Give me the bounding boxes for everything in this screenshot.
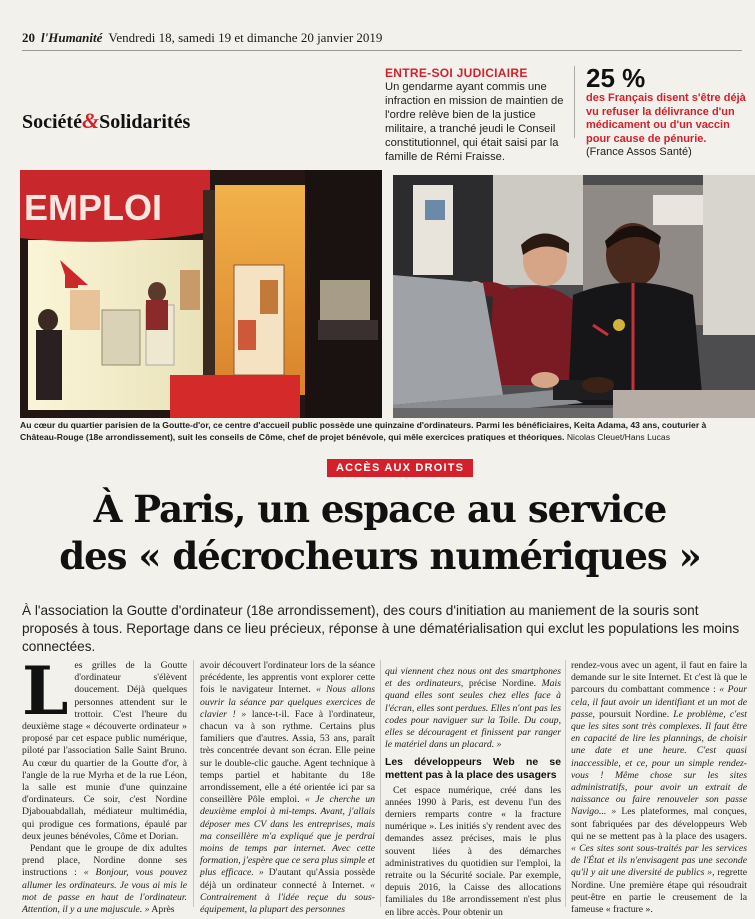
column4-text-b: poursuit Nordine.: [594, 708, 674, 720]
column4-text-c: Les plateformes, mal conçues, sont fabriquées par des développeurs Web qui ne se mettent pas à la place des usagers.: [571, 806, 747, 842]
column2-quote-3: « Contrairement à l'idée reçue du sous-équipement, la plupart des personnes: [200, 879, 375, 916]
photo-caption: [20, 420, 742, 443]
article-column-2: [200, 660, 376, 916]
rubric-tag: ACCÈS AUX DROITS: [327, 459, 473, 477]
column2-quote-2: « Je cherche un deuxième emploi à mi-temps. Avant, j'allais déposer mes CV dans les entreprises, mais ma conseillère m'a expliqué que je perdrai moins de temps par internet. Avec cette formation, j'espère que ce sera plus simple et plus efficace. »: [200, 794, 375, 879]
column3-quote-2: Mais quand elles sont seules chez elles face à l'écran, elles sont perdues. Elles n'ont pas les codes pour naviguer sur la Toile. Du coup, elles se découragent et finissent par ranger le matériel dans un placard. »: [385, 678, 561, 751]
dropcap-letter: L: [22, 652, 69, 730]
column3-text-a: précise Nordine.: [463, 678, 542, 690]
photo-credit: Nicolas Cleuet/Hans Lucas: [566, 431, 671, 442]
stat-text: [586, 92, 746, 160]
column2-text-c: D'autant qu'Assia possède déjà un ordinateur connecté à Internet.: [200, 867, 375, 891]
headline-line2: des « décrocheurs numériques »: [59, 534, 701, 578]
page-header: [22, 30, 742, 46]
column2-text-b: lance-t-il. Face à l'ordinateur, chacun va à son rythme. Certains plus familiers que d'autres. Assia, 53 ans, paraît très concentrée devant son écran. Elle peine sur le double-clic gauche. Agent technique à temps partiel et habitante du 18e arrondissement, elle a été orientée ici par sa conseillère Pôle emploi.: [200, 708, 376, 806]
brief-text: Un gendarme ayant commis une infraction en mission de maintien de l'ordre relève bien de la justice militaire, a tranché jeudi le Conseil constitutionnel, qui était saisi par la famille de Rémi Fraisse.: [385, 81, 564, 163]
column-divider-1: [193, 660, 194, 907]
stat-description: des Français disent s'être déjà vu refuser la délivrance d'un médicament ou d'un vaccin pour cause de pénurie.: [586, 92, 746, 145]
journal-name: l'Humanité: [41, 30, 103, 45]
laptop-illustration: [393, 175, 755, 418]
column3-paragraph2: Cet espace numérique, créé dans les années 1990 à Paris, est devenu l'un des derniers remparts contre « la fracture numérique ». Les initiés s'y rendent avec des demandes assez précises, mais le plus souvent liées à des démarches administratives du quotidien sur l'emploi, la retraite ou la Sécurité sociale. Par exemple, depuis 2016, la Caisse des allocations familiales du 18e arrondissement n'est plus en libre accès. Pour obtenir un: [385, 784, 561, 918]
column1-text: Pendant que le groupe de dix adultes prend place, Nordine donne ses instructions :: [22, 843, 187, 879]
caption-text: Au cœur du quartier parisien de la Goutte-d'or, ce centre d'accueil public possède une quinzaine d'ordinateurs. Parmi les bénéficiaires, Keita Adama, 43 ans, couturier à Château-Rouge (18e arrondissement), suit les conseils de Côme, chef de projet bénévole, qui mêle exercices pratiques et théoriques.: [20, 420, 707, 442]
brief-divider: [574, 66, 575, 138]
emploi-sign-text: EMPLOI: [24, 187, 163, 228]
headline-line1: À Paris, un espace au service: [93, 487, 667, 531]
column1-paragraph2: [22, 843, 187, 916]
column4-text-a: rendez-vous avec un agent, il faut en faire la demande sur le site Internet. Et c'est là que le parcours du combattant commence :: [571, 660, 747, 696]
stat-figure: 25 %: [586, 63, 646, 93]
news-brief: [385, 66, 568, 164]
section-title-part1: Société: [22, 111, 82, 133]
column3-quote-1: qui viennent chez nous ont des smartphones et des ordinateurs,: [385, 666, 561, 690]
section-title-part2: Solidarités: [99, 111, 191, 133]
column4-quote-3: « Ces sites sont sous-traités par les services de l'État et ils n'envisagent pas une seconde qu'il y ait une diversité de publics »,: [571, 843, 747, 879]
column2-quote-1: « Nous allons ouvrir la séance par quelques exercices de clavier ! »: [200, 684, 375, 720]
column2-text-a: avoir découvert l'ordinateur lors de la séance précédente, les apprentis vont explorer cette fois le navigateur Internet.: [200, 660, 375, 696]
stat-box: [586, 64, 746, 160]
column1-paragraph1: es grilles de la Goutte d'ordinateur s'élèvent doucement. Déjà quelques personnes attendent sur le trottoir. C'est l'heure du deuxième stage « découverte ordinateur » proposé par cet espace public numérique, piloté par l'association Salle Saint Bruno. Au cœur du quartier de la Goutte d'or, à l'angle de la rue Myrha et de la rue Léon, la salle est munie d'une quinzaine d'ordinateurs. Ce soir, c'est Nordine Djabouabdallah, médiateur multimédia, qui prodigue ces formations, épaulé par deux jeunes bénévoles, Côme et Dorian.: [22, 660, 187, 842]
column4-quote-2: Le problème, c'est que les sites sont très complexes. Il faut être en capacité de lire les plannings, de choisir une date et une heure. C'est quasi inaccessible, et ce, pour un simple rendez-vous ! Même chose sur les sites administratifs, pour avoir un extrait de naissance ou faire renouveler son passe Navigo... »: [571, 708, 747, 818]
column3-subhead: Les développeurs Web ne se mettent pas à la place des usagers: [385, 757, 561, 782]
column1-text-end: Après: [149, 904, 175, 916]
issue-date: Vendredi 18, samedi 19 et dimanche 20 janvier 2019: [108, 30, 383, 45]
page-number: 20: [22, 30, 35, 45]
section-ampersand: &: [81, 108, 100, 133]
stat-source: (France Assos Santé): [586, 146, 692, 158]
column1-quote: « Bonjour, vous pouvez allumer les ordinateurs. Je vous ai mis le mot de passe en haut de l'ordinateur. Attention, il y a une majuscule. »: [22, 867, 187, 916]
article-lead: À l'association la Goutte d'ordinateur (18e arrondissement), des cours d'initiation au maniement de la souris sont proposés à tous. Reportage dans ce lieu précieux, réponse à une dématérialisation qui exclut les populations les moins connectées.: [22, 603, 740, 654]
brief-kicker: ENTRE-SOI JUDICIAIRE: [385, 66, 528, 80]
column4-quote-1: « Pour cela, il faut avoir un identifiant et un mot de passe,: [571, 684, 748, 720]
article-column-1: [22, 652, 187, 916]
column-divider-3: [565, 660, 566, 907]
photo-storefront: [20, 170, 382, 418]
article-column-3: [385, 666, 561, 918]
photo-laptop-session: [393, 175, 755, 418]
header-rule: [22, 50, 742, 51]
storefront-illustration: [20, 170, 382, 418]
column4-text-d: regrette Nordine. Une première étape qui résoudrait peut-être en partie le creusement de la fameuse « fracture ».: [571, 867, 747, 916]
column-divider-2: [380, 660, 381, 907]
article-column-4: [571, 660, 748, 916]
article-headline: [20, 486, 740, 580]
section-title: [22, 108, 190, 134]
